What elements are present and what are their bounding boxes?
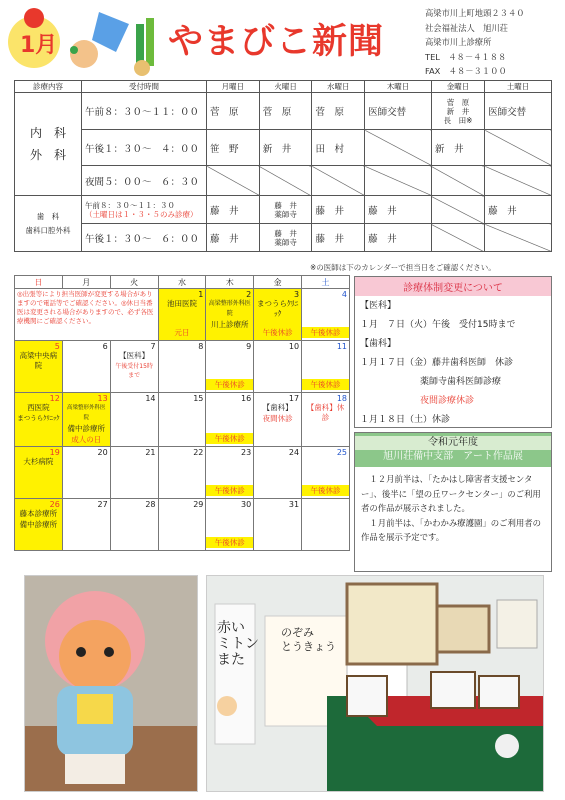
closed-cell [365, 130, 432, 166]
duty-clinic: 高梁中央病院 [19, 351, 58, 370]
address-line: 高梁市川上診療所 [425, 37, 492, 47]
closed-cell [365, 166, 432, 196]
col-header: 診療内容 [15, 81, 82, 93]
time-cell [82, 196, 207, 224]
col-header: 水曜日 [312, 81, 365, 93]
closed-cell [485, 166, 552, 196]
art-title [355, 433, 551, 467]
doctor-cell: 藤 井 薬師寺 [259, 196, 312, 224]
calendar-day: 22 [158, 447, 206, 499]
calendar-day: 10 [254, 341, 302, 393]
doctor-cell: 藤 井 [365, 224, 432, 252]
closed-cell [485, 130, 552, 166]
day-header-thu: 木 [206, 276, 254, 289]
calendar-day: 19 大杉病院 [15, 447, 63, 499]
art-title-year: 令和元年度 [355, 436, 551, 450]
closed-cell [431, 196, 484, 224]
duty-clinic: 大杉病院 [23, 457, 54, 466]
doctor-cell: 藤 井 [485, 196, 552, 224]
pm-closed: 午後休診 [206, 433, 253, 444]
duty-clinic: 池田医院 [166, 299, 197, 308]
calendar-notes: ◎出張等により担当医師が変更する場合がありますので電話等でご確認ください。◎休日当番医は変更される場合がありますので、必ず各医療機関にご確認ください。 [15, 289, 159, 341]
duty-clinic: 藤本診療所 [19, 509, 58, 518]
address-line: 高梁市川上町地頭２３４０ [425, 8, 525, 18]
calendar-day: 1 池田医院 元日 [158, 289, 206, 341]
doctor-cell: 菅 原 新 井 長 田※ [431, 93, 484, 130]
month-badge: 1月 [20, 33, 58, 58]
art-exhibit-photo [206, 575, 544, 792]
duty-clinic: まつうらｸﾘﾆｯｸ [17, 414, 60, 422]
duty-clinic: 高梁整形外科医院 [208, 300, 251, 317]
doctor-cell: 新 井 [431, 130, 484, 166]
calendar-day: 7 【医科】 午後受付15時まで [110, 341, 158, 393]
time-cell: 午後１：３０～ ４：００ [82, 130, 207, 166]
col-header: 土曜日 [485, 81, 552, 93]
calendar-day: 21 [110, 447, 158, 499]
calendar-day: 20 [62, 447, 110, 499]
calendar-day: 29 [158, 499, 206, 551]
pm-closed: 午後休診 [262, 328, 293, 337]
doctor-cell: 新 井 [259, 130, 312, 166]
newsletter-title: やまびこ新聞 [168, 22, 385, 62]
calendar-day: 8 [158, 341, 206, 393]
calendar-day: 4 午後休診 [302, 289, 350, 341]
schedule-change-notice [354, 276, 552, 428]
calendar-day: 5 高梁中央病院 [15, 341, 63, 393]
notice-line: １月１８日（土）休診 [360, 415, 451, 425]
doctor-cell: 笹 野 [207, 130, 260, 166]
col-header: 月曜日 [207, 81, 260, 93]
pm-closed: 午後休診 [302, 485, 349, 496]
art-body: １２月前半は、「たかはし障害者支援センター」、後半に「望の丘ワークセンター」のご利用者の作品が展示されました。 １月前半は、「かわかみ療護園」のご利用者の作品を展示予定です。 [361, 474, 542, 542]
duty-clinic: 川上診療所 [211, 320, 249, 329]
schedule-footnote: ※の医師は下のカレンダーで担当日をご確認ください。 [310, 263, 496, 272]
calendar-day: 13 高梁整形外科医院 備中診療所 成人の日 [62, 393, 110, 447]
category-label: 【医科】 [119, 351, 150, 360]
calendar-day: 11 午後休診 [302, 341, 350, 393]
calendar-day: 6 [62, 341, 110, 393]
duty-clinic: 備中診療所 [67, 424, 106, 433]
notice-line: 【歯科】 [360, 339, 397, 349]
doctor-cell: 医師交替 [485, 93, 552, 130]
mascot-photo [24, 575, 198, 792]
address-line: 社会福祉法人 旭川荘 [425, 22, 508, 33]
duty-clinic: 高梁整形外科医院 [67, 405, 106, 421]
calendar-day: 9 午後休診 [206, 341, 254, 393]
calendar-day: 30 午後休診 [206, 499, 254, 551]
time-cell: 夜間５：００～ ６：３０ [82, 166, 207, 196]
closed-cell [259, 166, 312, 196]
pm-closed: 午後休診 [206, 379, 253, 390]
doctor-cell: 医師交替 [365, 93, 432, 130]
calendar-day: 24 [254, 447, 302, 499]
dental-label: 歯 科 歯科口腔外科 [15, 196, 82, 252]
calendar-day: 18 【歯科】休診 [302, 393, 350, 447]
calendar-day: 17 【歯科】 夜間休診 [254, 393, 302, 447]
duty-clinic: まつうらｸﾘﾆｯｸ [257, 299, 299, 318]
notice-line: 薬師寺歯科医師診療 [420, 377, 502, 387]
art-title-main: 旭川荘備中支部 アート作品展 [383, 451, 523, 462]
notice-line: 夜間診療休診 [420, 396, 475, 406]
doctor-cell: 菅 原 [207, 93, 260, 130]
doctor-cell: 藤 井 [207, 196, 260, 224]
time-cell: 午後１：３０～ ６：００ [82, 224, 207, 252]
notice-title: 診療体制変更について [355, 277, 551, 296]
col-header: 木曜日 [365, 81, 432, 93]
night-closed: 夜間休診 [262, 414, 293, 423]
phone-line: TEL ４８－４１８８ [425, 51, 507, 62]
doctor-cell: 田 村 [312, 130, 365, 166]
calendar-day: 16 午後休診 [206, 393, 254, 447]
day-header-sun: 日 [15, 276, 63, 289]
closed-cell [207, 166, 260, 196]
closed-cell [431, 166, 484, 196]
calendar-day: 31 [254, 499, 302, 551]
fax-line: FAX ４８－３１００ [425, 66, 507, 76]
calendar-day [302, 499, 350, 551]
calendar-day: 28 [110, 499, 158, 551]
pm-closed: 午後休診 [302, 327, 349, 338]
calendar-day: 27 [62, 499, 110, 551]
category-label: 【歯科】 [262, 403, 293, 412]
doctor-cell: 藤 井 薬師寺 [259, 224, 312, 252]
pm-closed: 午後休診 [206, 485, 253, 496]
day-header-fri: 金 [254, 276, 302, 289]
calendar-day: 26 藤本診療所 備中診療所 [15, 499, 63, 551]
pm-closed: 午後休診 [302, 379, 349, 390]
dental-sat-note: （土曜日は１・３・５のみ診療） [85, 209, 198, 219]
col-header: 受付時間 [82, 81, 207, 93]
naika-label: 内 科 外 科 [15, 93, 82, 196]
art-calligraphy: 赤い ミトン また [217, 620, 259, 668]
holiday-label: 元日 [174, 328, 190, 337]
day-header-sat: 土 [302, 276, 350, 289]
day-header-mon: 月 [62, 276, 110, 289]
dental-closed: 【歯科】休診 [306, 403, 345, 422]
art-calligraphy: のぞみ とうきょう [281, 626, 336, 653]
calendar-day: 15 [158, 393, 206, 447]
reception-note: 午後受付15時まで [115, 363, 153, 379]
doctor-cell: 菅 原 [259, 93, 312, 130]
doctor-cell: 菅 原 [312, 93, 365, 130]
clinic-schedule-table [14, 80, 552, 252]
duty-clinic: 備中診療所 [19, 520, 58, 529]
notice-line: 【医科】 [360, 301, 397, 311]
col-header: 火曜日 [259, 81, 312, 93]
day-header-tue: 火 [110, 276, 158, 289]
dental-am-time: 午前８：３０～１１：３０ [85, 200, 175, 210]
doctor-cell: 藤 井 [365, 196, 432, 224]
art-exhibition-box [354, 432, 552, 572]
closed-cell [485, 224, 552, 252]
col-header: 金曜日 [431, 81, 484, 93]
doctor-cell: 藤 井 [312, 224, 365, 252]
doctor-cell: 藤 井 [312, 196, 365, 224]
january-calendar [14, 275, 350, 551]
holiday-label: 成人の日 [71, 435, 102, 444]
doctor-cell: 藤 井 [207, 224, 260, 252]
duty-clinic: 西医院 [27, 403, 50, 412]
closed-cell [312, 166, 365, 196]
closed-cell [431, 224, 484, 252]
calendar-day: 3 まつうらｸﾘﾆｯｸ 午後休診 [254, 289, 302, 341]
calendar-day: 25 午後休診 [302, 447, 350, 499]
calendar-day: 14 [110, 393, 158, 447]
header-logo [4, 4, 162, 78]
time-cell: 午前８：３０～１１：００ [82, 93, 207, 130]
pm-closed: 午後休診 [206, 537, 253, 548]
calendar-day: 2 高梁整形外科医院 川上診療所 [206, 289, 254, 341]
notice-line: １月 ７日（火）午後 受付15時まで [360, 320, 516, 330]
address-block [425, 6, 525, 79]
calendar-day: 12 西医院 まつうらｸﾘﾆｯｸ [15, 393, 63, 447]
day-header-wed: 水 [158, 276, 206, 289]
calendar-day: 23 午後休診 [206, 447, 254, 499]
notice-line: １月１７日（金）藤井歯科医師 休診 [360, 358, 514, 368]
